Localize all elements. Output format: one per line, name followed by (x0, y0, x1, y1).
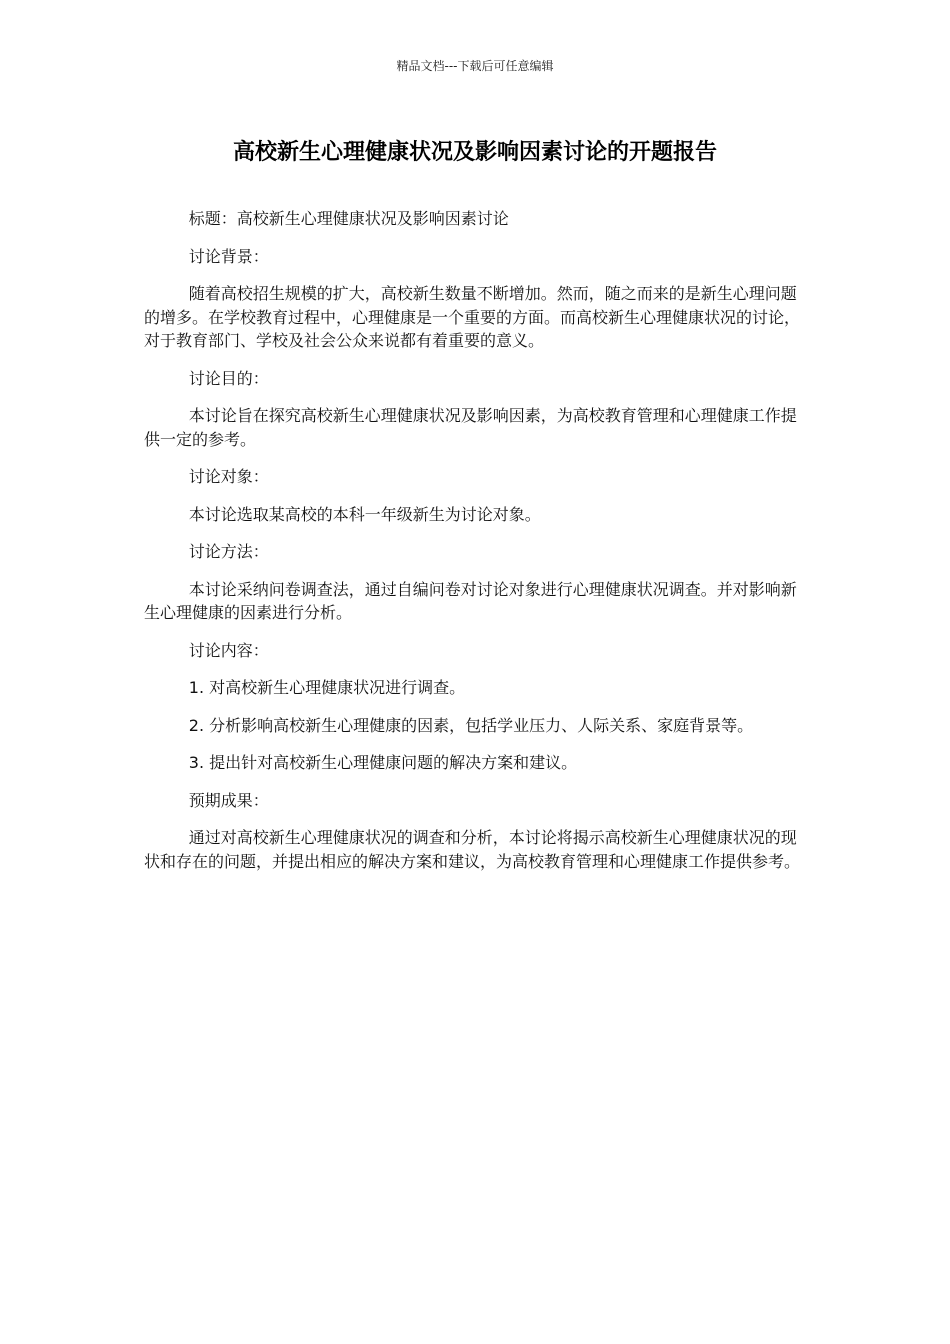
list-item-content-2: 2. 分析影响高校新生心理健康的因素，包括学业压力、人际关系、家庭背景等。 (188, 715, 754, 735)
heading-purpose: 讨论目的： (188, 368, 269, 388)
list-item-content-1: 1. 对高校新生心理健康状况进行调查。 (188, 678, 466, 697)
heading-method: 讨论方法： (188, 542, 269, 561)
paragraph-expected-results: 通过对高校新生心理健康状况的调查和分析，本讨论将揭示高校新生心理健康状况的现状和存在的问题，并提出相应的解决方案和建议，为高校教育管理和心理健康工作提供参考。 (144, 828, 801, 871)
heading-background: 讨论背景： (188, 246, 269, 266)
heading-content: 讨论内容： (188, 640, 269, 660)
heading-subjects: 讨论对象： (188, 467, 269, 486)
document-title: 高校新生心理健康状况及影响因素讨论的开题报告 (232, 140, 717, 165)
paragraph-subjects: 本讨论选取某高校的本科一年级新生为讨论对象。 (188, 504, 541, 524)
paragraph-purpose: 本讨论旨在探究高校新生心理健康状况及影响因素，为高校教育管理和心理健康工作提供一定的参考。 (144, 406, 797, 449)
paragraph-background: 随着高校招生规模的扩大，高校新生数量不断增加。然而，随之而来的是新生心理问题的增多。在学校教育过程中，心理健康是一个重要的方面。而高校新生心理健康状况的讨论，对于教育部门、学校及社会公众来说都有着重要的意义。 (144, 284, 801, 350)
heading-expected-results: 预期成果： (188, 790, 269, 810)
paragraph-method: 本讨论采纳问卷调查法，通过自编问卷对讨论对象进行心理健康状况调查。并对影响新生心理健康的因素进行分析。 (144, 579, 797, 622)
list-item-content-3: 3. 提出针对高校新生心理健康问题的解决方案和建议。 (188, 753, 578, 772)
document-body (144, 207, 808, 887)
paragraph-title-line: 标题：高校新生心理健康状况及影响因素讨论 (188, 209, 509, 228)
page-header-note: 精品文档---下载后可任意编辑 (396, 59, 554, 73)
